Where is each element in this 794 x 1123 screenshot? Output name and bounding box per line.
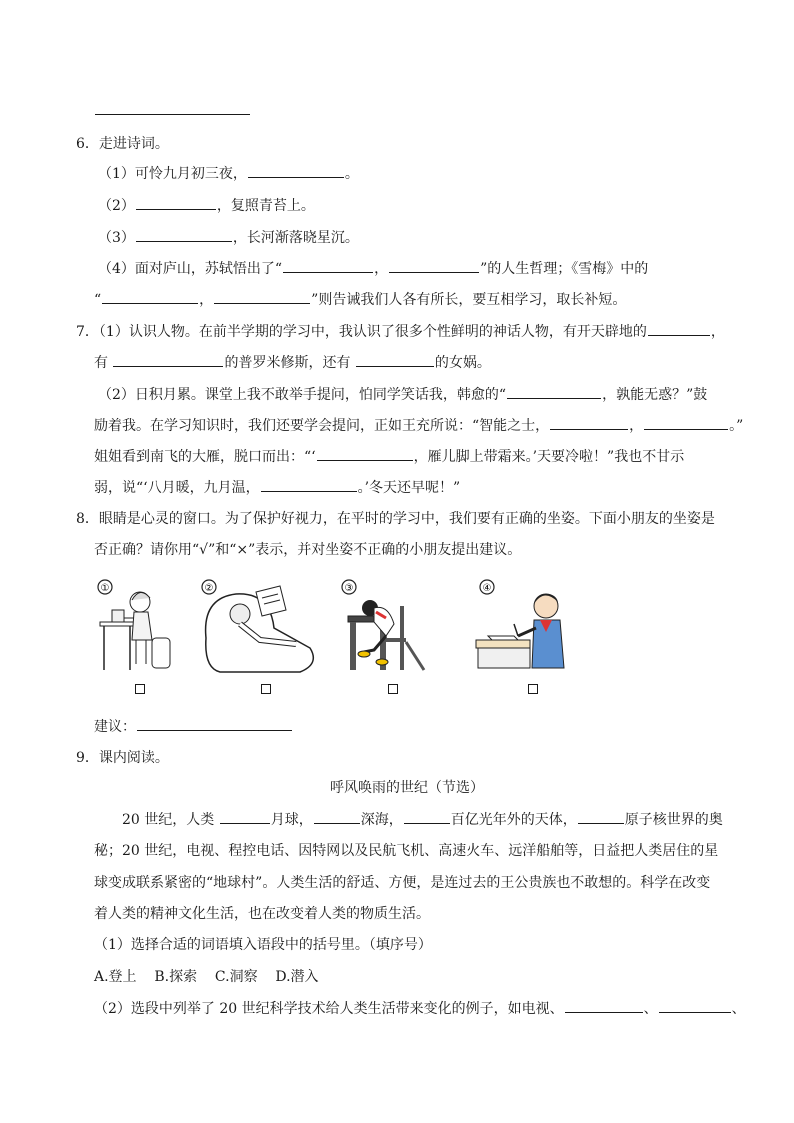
answer-blank[interactable] bbox=[261, 477, 357, 492]
svg-text:④: ④ bbox=[482, 583, 492, 594]
answer-blank[interactable] bbox=[507, 384, 601, 399]
q7-part1-line2: 有 的普罗米修斯，还有 的女娲。 bbox=[94, 352, 491, 372]
suggestion-line: 建议： bbox=[94, 716, 293, 736]
checkbox-figure-2[interactable] bbox=[261, 684, 271, 694]
answer-blank[interactable] bbox=[214, 289, 310, 304]
figure-4 bbox=[474, 578, 580, 674]
passage-title: 呼风唤雨的世纪（节选） bbox=[330, 780, 484, 796]
checkbox-figure-3[interactable] bbox=[388, 684, 398, 694]
svg-text:①: ① bbox=[100, 583, 110, 594]
options-line: A.登上 B.探索 C.洞察 D.潜入 bbox=[94, 969, 319, 985]
answer-blank[interactable] bbox=[659, 998, 731, 1013]
passage-line-2: 秘；20 世纪，电视、程控电话、因特网以及民航飞机、高速火车、远洋船舶等，日益把人类居住的星 bbox=[94, 843, 719, 859]
checkbox-figure-4[interactable] bbox=[528, 684, 538, 694]
passage-line-1: 20 世纪，人类 月球， 深海， 百亿光年外的天体， 原子核世界的奥 bbox=[122, 809, 723, 829]
q6-item-2: （2） ，复照青苔上。 bbox=[98, 195, 315, 215]
figure-2 bbox=[200, 578, 324, 678]
checkbox-figure-1[interactable] bbox=[135, 684, 145, 694]
answer-blank[interactable] bbox=[248, 163, 344, 178]
answer-blank[interactable] bbox=[565, 998, 643, 1013]
q6-item-4-cont: “ ， ”则告诫我们人各有所长，要互相学习，取长补短。 bbox=[94, 289, 626, 309]
question-6-heading: 6．走进诗词。 bbox=[76, 136, 169, 152]
q7-part2-line1: （2）日积月累。课堂上我不敢举手提问，怕同学笑话我，韩愈的“ ，孰能无惑？”鼓 bbox=[98, 384, 707, 404]
answer-blank[interactable] bbox=[550, 415, 628, 430]
q8-line2: 否正确？请你用“√”和“×”表示，并对坐姿不正确的小朋友提出建议。 bbox=[94, 542, 522, 558]
q8-line1: 8．眼睛是心灵的窗口。为了保护好视力，在平时的学习中，我们要有正确的坐姿。下面小朋友的坐姿是 bbox=[76, 511, 715, 527]
answer-blank[interactable] bbox=[113, 352, 223, 367]
answer-blank[interactable] bbox=[404, 809, 450, 824]
answer-blank[interactable] bbox=[578, 809, 624, 824]
answer-blank[interactable] bbox=[220, 809, 270, 824]
answer-blank[interactable] bbox=[356, 352, 434, 367]
figure-1 bbox=[96, 578, 184, 676]
svg-text:②: ② bbox=[204, 583, 214, 594]
answer-blank[interactable] bbox=[136, 195, 216, 210]
question-9-heading: 9．课内阅读。 bbox=[76, 750, 169, 766]
child-lying-reading-figure bbox=[200, 578, 324, 678]
child-reading-at-desk-figure bbox=[96, 578, 184, 676]
q6-item-4: （4）面对庐山，苏轼悟出了“ ， ”的人生哲理；《雪梅》中的 bbox=[98, 258, 648, 278]
answer-blank[interactable] bbox=[314, 809, 360, 824]
q6-item-3: （3） ，长河渐落晓星沉。 bbox=[98, 227, 359, 247]
answer-blank[interactable] bbox=[102, 289, 198, 304]
q7-part2-line4: 弱，说“‘八月暖，九月温， 。’冬天还早呢！” bbox=[94, 477, 460, 497]
answer-blank[interactable] bbox=[137, 716, 292, 731]
answer-blank[interactable] bbox=[136, 227, 232, 242]
answer-blank[interactable] bbox=[389, 258, 479, 273]
subquestion-2: （2）选段中列举了 20 世纪科学技术给人类生活带来变化的例子，如电视、 、 、 bbox=[94, 998, 746, 1018]
child-writing-upright-figure bbox=[474, 578, 580, 674]
q7-part1-line1: 7．（1）认识人物。在前半学期的学习中，我认识了很多个性鲜明的神话人物，有开天辟地的 ， bbox=[76, 321, 725, 341]
q6-item-1: （1）可怜九月初三夜， 。 bbox=[98, 163, 359, 183]
passage-line-3: 球变成联系紧密的“地球村”。人类生活的舒适、方便，是连过去的王公贵族也不敢想的。科学在改变 bbox=[94, 875, 711, 891]
q7-part2-line2: 励着我。在学习知识时，我们还要学会提问，正如王充所说：“智能之士， ， 。” bbox=[94, 415, 743, 435]
top-answer-line[interactable] bbox=[94, 100, 251, 120]
answer-blank[interactable] bbox=[283, 258, 373, 273]
q7-part2-line3: 姐姐看到南飞的大雁，脱口而出：“‘ ，雁儿脚上带霜来。’天要冷啦！”我也不甘示 bbox=[94, 446, 684, 466]
child-writing-too-close-figure bbox=[340, 578, 432, 676]
figure-3 bbox=[340, 578, 432, 676]
svg-text:③: ③ bbox=[344, 583, 354, 594]
answer-blank[interactable] bbox=[317, 446, 413, 461]
answer-blank[interactable] bbox=[644, 415, 728, 430]
subquestion-1: （1）选择合适的词语填入语段中的括号里。（填序号） bbox=[94, 937, 432, 953]
passage-line-4: 着人类的精神文化生活，也在改变着人类的物质生活。 bbox=[94, 906, 430, 922]
answer-blank[interactable] bbox=[648, 321, 710, 336]
